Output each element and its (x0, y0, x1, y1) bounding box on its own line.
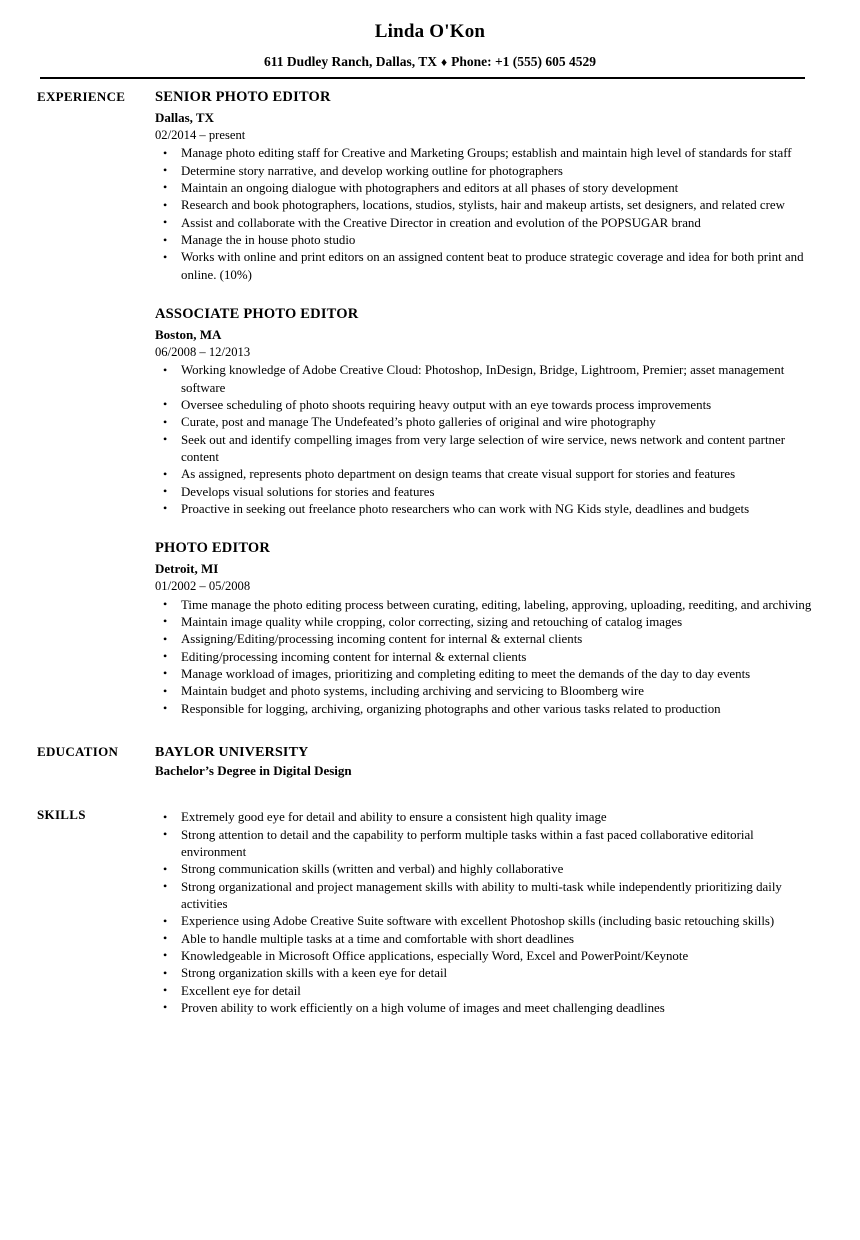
job-bullet: • Curate, post and manage The Undefeated’s photo galleries of original and wire photography (155, 414, 812, 431)
job-bullet: • Editing/processing incoming content for internal & external clients (155, 649, 812, 666)
job-bullet: • Proactive in seeking out freelance photo researchers who can work with NG Kids style, deadlines and budgets (155, 501, 812, 518)
section-education (0, 744, 860, 780)
job-dates: 02/2014 – present (155, 127, 246, 142)
job-bullet: • Develops visual solutions for stories and features (155, 484, 812, 501)
skill-bullet: • Strong communication skills (written and verbal) and highly collaborative (155, 861, 812, 878)
job-bullet: • Seek out and identify compelling images from very large selection of wire service, news network and content partner content (155, 432, 812, 467)
resume-header (0, 0, 860, 79)
job-bullet: • Manage photo editing staff for Creative and Marketing Groups; establish and maintain high level of standards for staff (155, 145, 812, 162)
section-label-experience: EXPERIENCE (37, 89, 126, 105)
skill-bullet: • Experience using Adobe Creative Suite software with excellent Photoshop skills (including basic retouching skills) (155, 913, 812, 930)
education-entries (155, 744, 860, 780)
diamond-separator-icon: ♦ (440, 54, 448, 69)
job-bullet: • Assist and collaborate with the Creative Director in creation and evolution of the POPSUGAR brand (155, 215, 812, 232)
education-entry (155, 744, 812, 780)
job-dates: 01/2002 – 05/2008 (155, 579, 251, 594)
job-bullet: • Maintain image quality while cropping, color correcting, sizing and retouching of catalog images (155, 614, 812, 631)
experience-entries (155, 89, 860, 718)
job-bullet: • Works with online and print editors on an assigned content beat to produce strategic coverage and idea for both print and online. (10%) (155, 249, 812, 284)
job-dates: 06/2008 – 12/2013 (155, 344, 251, 359)
skill-bullet: • Strong attention to detail and the capability to perform multiple tasks within a fast paced collaborative editorial environment (155, 827, 812, 862)
job-bullet-list (155, 145, 812, 284)
experience-entry (155, 540, 812, 718)
education-degree: Bachelor’s Degree in Digital Design (155, 763, 352, 779)
job-bullet: • Responsible for logging, archiving, organizing photographs and other various tasks related to production (155, 701, 812, 718)
job-bullet: • Working knowledge of Adobe Creative Cloud: Photoshop, InDesign, Bridge, Lightroom, Premier; asset management software (155, 362, 812, 397)
section-label-skills: SKILLS (37, 807, 86, 823)
section-label-education: EDUCATION (37, 743, 119, 759)
experience-entry (155, 306, 812, 518)
job-bullet-list (155, 597, 812, 718)
skill-bullet: • Extremely good eye for detail and ability to ensure a consistent high quality image (155, 809, 812, 826)
contact-address: 611 Dudley Ranch, Dallas, TX (263, 53, 437, 69)
skill-bullet: • Strong organizational and project management skills with ability to multi-task while independently prioritizing daily activities (155, 879, 812, 914)
skills-entries (155, 807, 860, 1017)
skill-bullet: • Excellent eye for detail (155, 983, 812, 1000)
job-title: ASSOCIATE PHOTO EDITOR (155, 306, 359, 323)
job-bullet: • Maintain budget and photo systems, including archiving and servicing to Bloomberg wire (155, 683, 812, 700)
job-bullet: • As assigned, represents photo department on design teams that create visual support for stories and features (155, 466, 812, 483)
job-bullet: • Manage the in house photo studio (155, 232, 812, 249)
contact-line (0, 54, 860, 70)
experience-entry (155, 89, 812, 284)
skills-bullet-list (155, 809, 812, 1017)
job-location: Boston, MA (155, 326, 222, 342)
header-divider (40, 77, 805, 79)
job-location: Dallas, TX (155, 109, 214, 125)
job-bullet: • Determine story narrative, and develop working outline for photographers (155, 163, 812, 180)
job-location: Detroit, MI (155, 561, 219, 577)
job-bullet: • Oversee scheduling of photo shoots requiring heavy output with an eye towards process improvements (155, 397, 812, 414)
job-bullet: • Assigning/Editing/processing incoming content for internal & external clients (155, 631, 812, 648)
skill-bullet: • Knowledgeable in Microsoft Office applications, especially Word, Excel and PowerPoint/Keynote (155, 948, 812, 965)
section-experience (0, 89, 860, 718)
job-bullet: • Maintain an ongoing dialogue with photographers and editors at all phases of story development (155, 180, 812, 197)
job-title: SENIOR PHOTO EDITOR (155, 89, 331, 106)
contact-phone: Phone: +1 (555) 605 4529 (451, 53, 597, 69)
skill-bullet: • Proven ability to work efficiently on a high volume of images and meet challenging deadlines (155, 1000, 812, 1017)
education-school: BAYLOR UNIVERSITY (155, 744, 309, 760)
job-bullet-list (155, 362, 812, 518)
skill-bullet: • Strong organization skills with a keen eye for detail (155, 965, 812, 982)
section-skills (0, 807, 860, 1017)
job-bullet: • Time manage the photo editing process between curating, editing, labeling, approving, uploading, reediting, and archiving (155, 597, 812, 614)
job-title: PHOTO EDITOR (155, 540, 271, 557)
skill-bullet: • Able to handle multiple tasks at a time and comfortable with short deadlines (155, 931, 812, 948)
job-bullet: • Research and book photographers, locations, studios, stylists, hair and makeup artists, set designers, and related crew (155, 197, 812, 214)
job-bullet: • Manage workload of images, prioritizing and completing editing to meet the demands of the day to day events (155, 666, 812, 683)
candidate-name: Linda O'Kon (374, 21, 486, 42)
